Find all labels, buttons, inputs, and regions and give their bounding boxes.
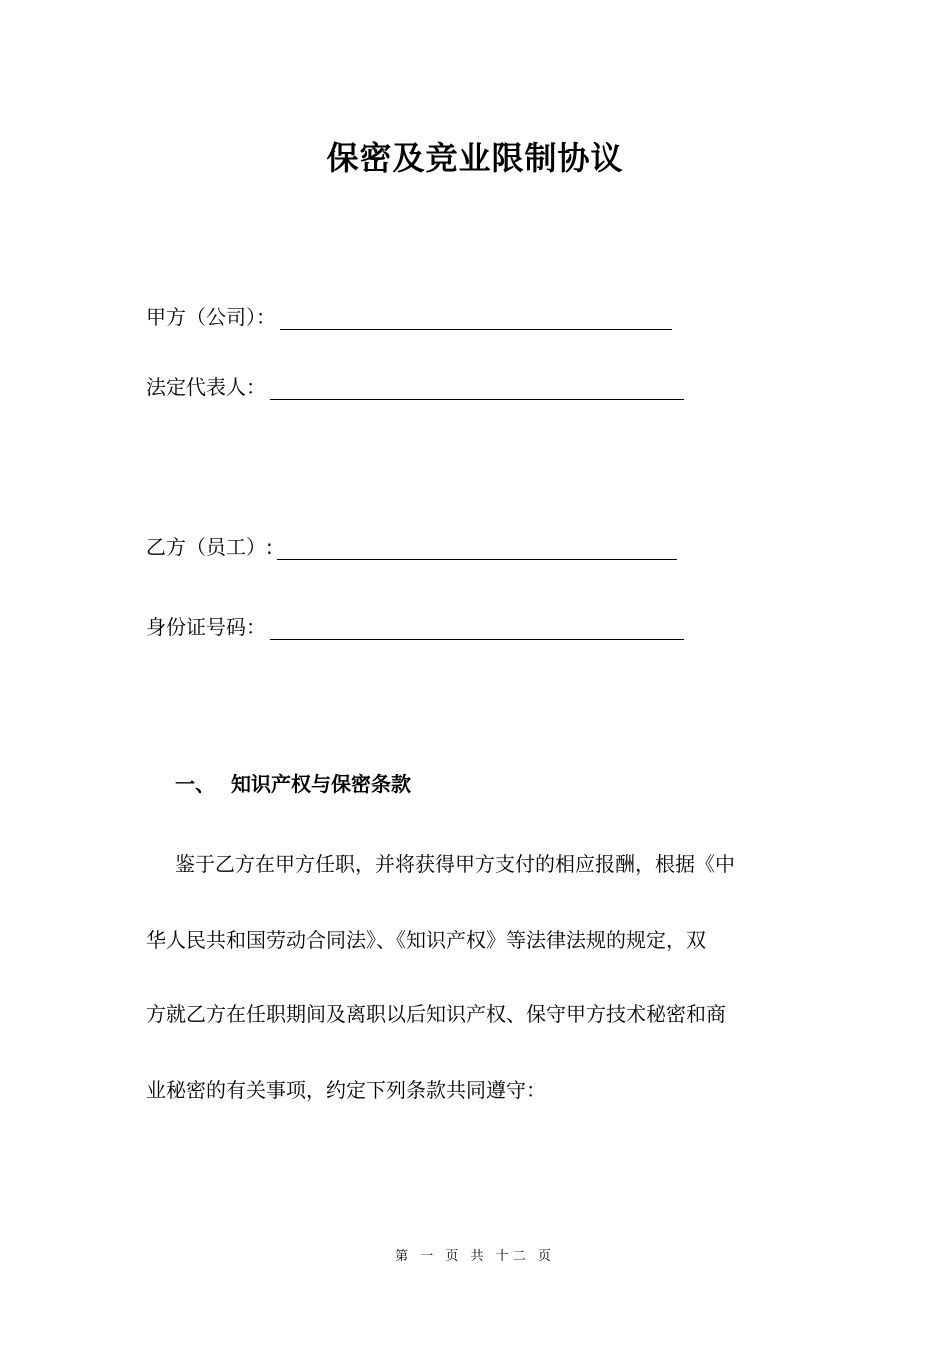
paragraph-line: 华人民共和国劳动合同法》、《知识产权》等法律法规的规定，双 [146, 928, 706, 952]
id-number-label: 身份证号码： [146, 615, 266, 639]
paragraph-line: 方就乙方在任职期间及离职以后知识产权、保守甲方技术秘密和商 [146, 1002, 726, 1026]
paragraph-line: 鉴于乙方在甲方任职，并将获得甲方支付的相应报酬，根据《中 [175, 852, 735, 876]
party-b-employee-field [146, 530, 677, 560]
legal-representative-field [146, 370, 684, 400]
section-heading [175, 770, 411, 798]
legal-representative-blank[interactable] [270, 377, 684, 400]
party-b-employee-blank[interactable] [277, 537, 677, 560]
legal-representative-label: 法定代表人： [146, 375, 266, 399]
document-title: 保密及竞业限制协议 [326, 139, 624, 177]
section-heading-text: 知识产权与保密条款 [231, 772, 411, 796]
party-a-company-field [146, 300, 672, 330]
id-number-blank[interactable] [270, 617, 684, 640]
id-number-field [146, 610, 684, 640]
section-number: 一、 [175, 772, 215, 796]
party-a-company-blank[interactable] [280, 307, 672, 330]
party-a-company-label: 甲方（公司）： [146, 305, 276, 329]
paragraph-line: 业秘密的有关事项，约定下列条款共同遵守： [146, 1078, 546, 1102]
page-footer: 第 一 页 共 十二 页 [395, 1249, 555, 1264]
party-b-employee-label: 乙方（员工）: [146, 535, 273, 559]
